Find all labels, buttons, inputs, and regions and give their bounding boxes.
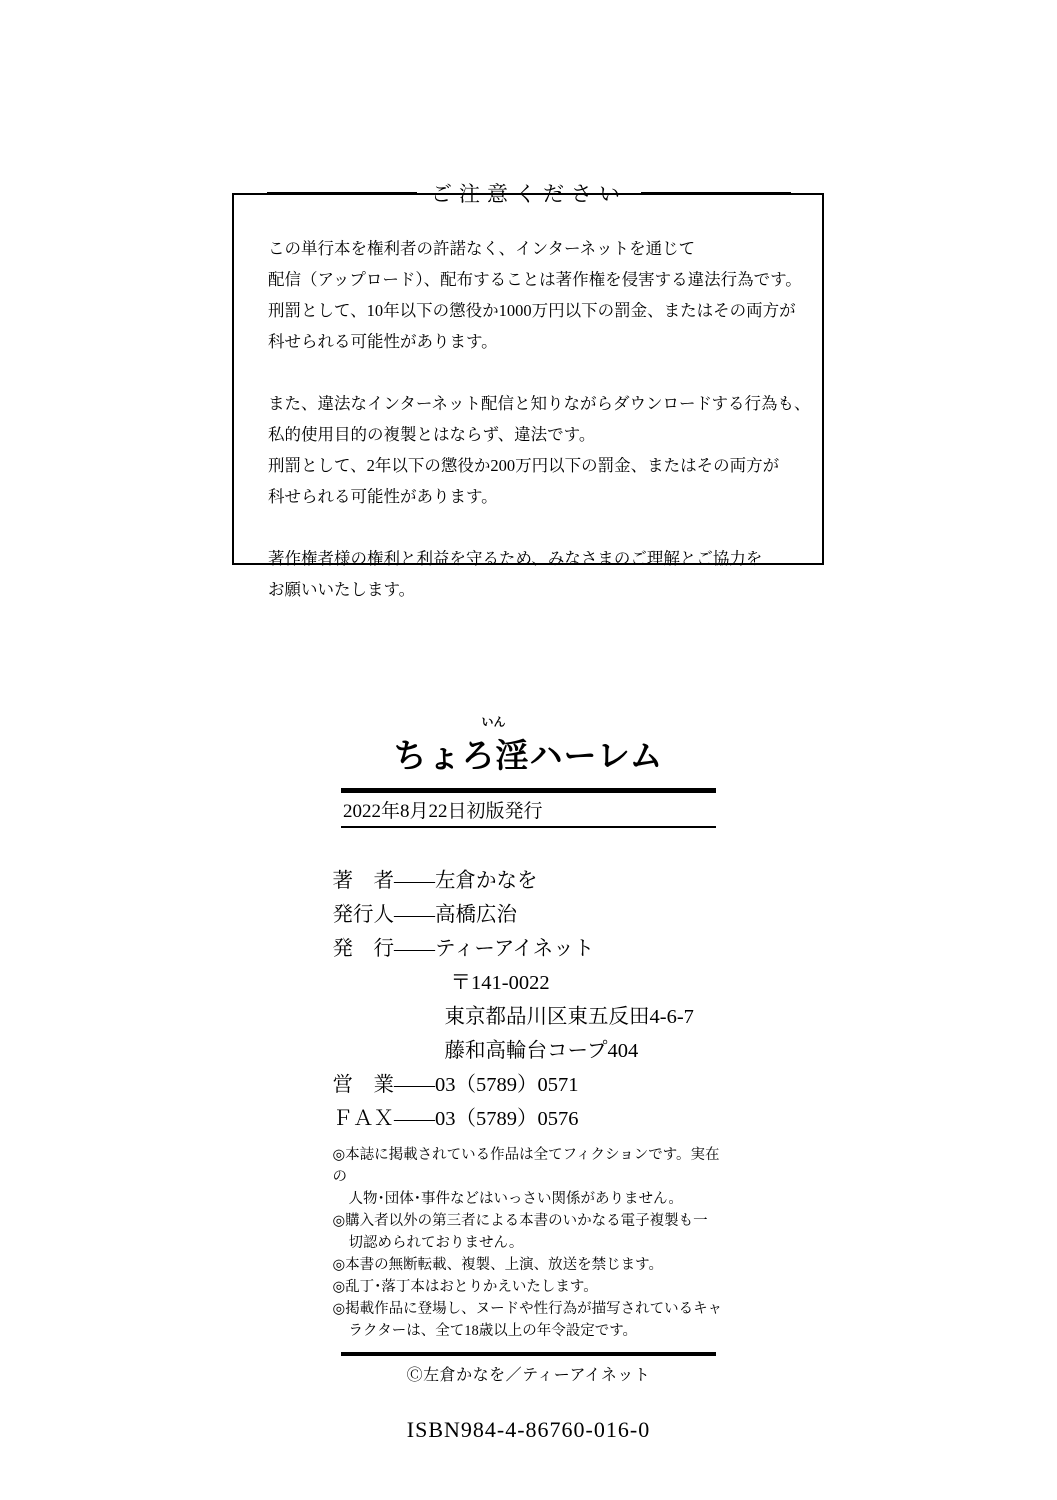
title-rule-thick	[341, 788, 716, 793]
notice-paragraph-2	[268, 388, 811, 512]
copyright-line: Ⓒ左倉かなを／ティーアイネット	[406, 1367, 651, 1384]
disclaimer-item: ◎本誌に掲載されている作品は全てフィクションです。実在の	[332, 1147, 720, 1185]
notice-title: ご注意ください	[431, 182, 627, 206]
credit-publisher-person: 発行人——高橋広治	[332, 904, 517, 926]
notice-line: 科せられる可能性があります。	[268, 332, 498, 351]
publication-date: 2022年8月22日初版発行	[343, 801, 543, 822]
notice-line: 科せられる可能性があります。	[268, 487, 498, 506]
disclaimer-item: ◎乱丁･落丁本はおとりかえいたします。	[332, 1279, 598, 1295]
credits-list	[329, 864, 729, 1136]
notice-line: この単行本を権利者の許諾なく、インターネットを通じて	[268, 239, 696, 258]
disclaimer-list	[329, 1144, 729, 1342]
disclaimer-item-cont: ラクターは、全て18歳以上の年令設定です。	[348, 1323, 638, 1339]
credit-author: 著 者——左倉かなを	[332, 870, 538, 892]
notice-line: 配信（アップロード）、配布することは著作権を侵害する違法行為です。	[268, 270, 802, 289]
notice-box	[232, 193, 824, 599]
book-title: ちょろ淫ハーレム	[393, 737, 664, 774]
notice-line: 刑罰として、10年以下の懲役か1000万円以下の罰金、またはその両方が	[268, 301, 796, 320]
disclaimer-item: ◎購入者以外の第三者による本書のいかなる電子複製も一	[332, 1213, 708, 1229]
copyright-notice	[232, 182, 826, 599]
notice-line: 私的使用目的の複製とはならず、違法です。	[268, 425, 596, 444]
address-line-2: 藤和高輪台コープ404	[444, 1040, 639, 1062]
notice-line: お願いいたします。	[268, 580, 416, 599]
title-rule-thin	[341, 826, 716, 828]
contact-sales: 営 業——03（5789）0571	[332, 1074, 579, 1096]
notice-body	[234, 195, 822, 605]
disclaimer-item-cont: 人物･団体･事件などはいっさい関係がありません。	[348, 1191, 683, 1207]
colophon-bottom-rule	[341, 1352, 716, 1356]
notice-line: 刑罰として、2年以下の懲役か200万円以下の罰金、またはその両方が	[268, 456, 780, 475]
notice-paragraph-1	[268, 233, 802, 357]
disclaimer-item-cont: 切認められておりません。	[348, 1235, 524, 1251]
address-postal-code: 〒141-0022	[450, 972, 550, 994]
colophon-block	[0, 715, 1057, 1443]
isbn: ISBN984-4-86760-016-0	[406, 1417, 651, 1442]
address-line-1: 東京都品川区東五反田4-6-7	[444, 1006, 694, 1028]
book-title-wrap	[393, 715, 664, 777]
notice-line: 著作権者様の権利と利益を守るため、みなさまのご理解とご協力を	[268, 549, 763, 568]
disclaimer-item: ◎本書の無断転載、複製、上演、放送を禁じます。	[332, 1257, 663, 1273]
contact-fax: ＦＡＸ——03（5789）0576	[332, 1108, 579, 1130]
credit-publisher: 発 行——ティーアイネット	[332, 938, 595, 960]
title-ruby: いん	[481, 715, 506, 729]
disclaimer-item: ◎掲載作品に登場し、ヌードや性行為が描写されているキャ	[332, 1301, 723, 1317]
notice-paragraph-3	[268, 543, 788, 605]
notice-line: また、違法なインターネット配信と知りながらダウンロードする行為も、	[268, 394, 811, 413]
